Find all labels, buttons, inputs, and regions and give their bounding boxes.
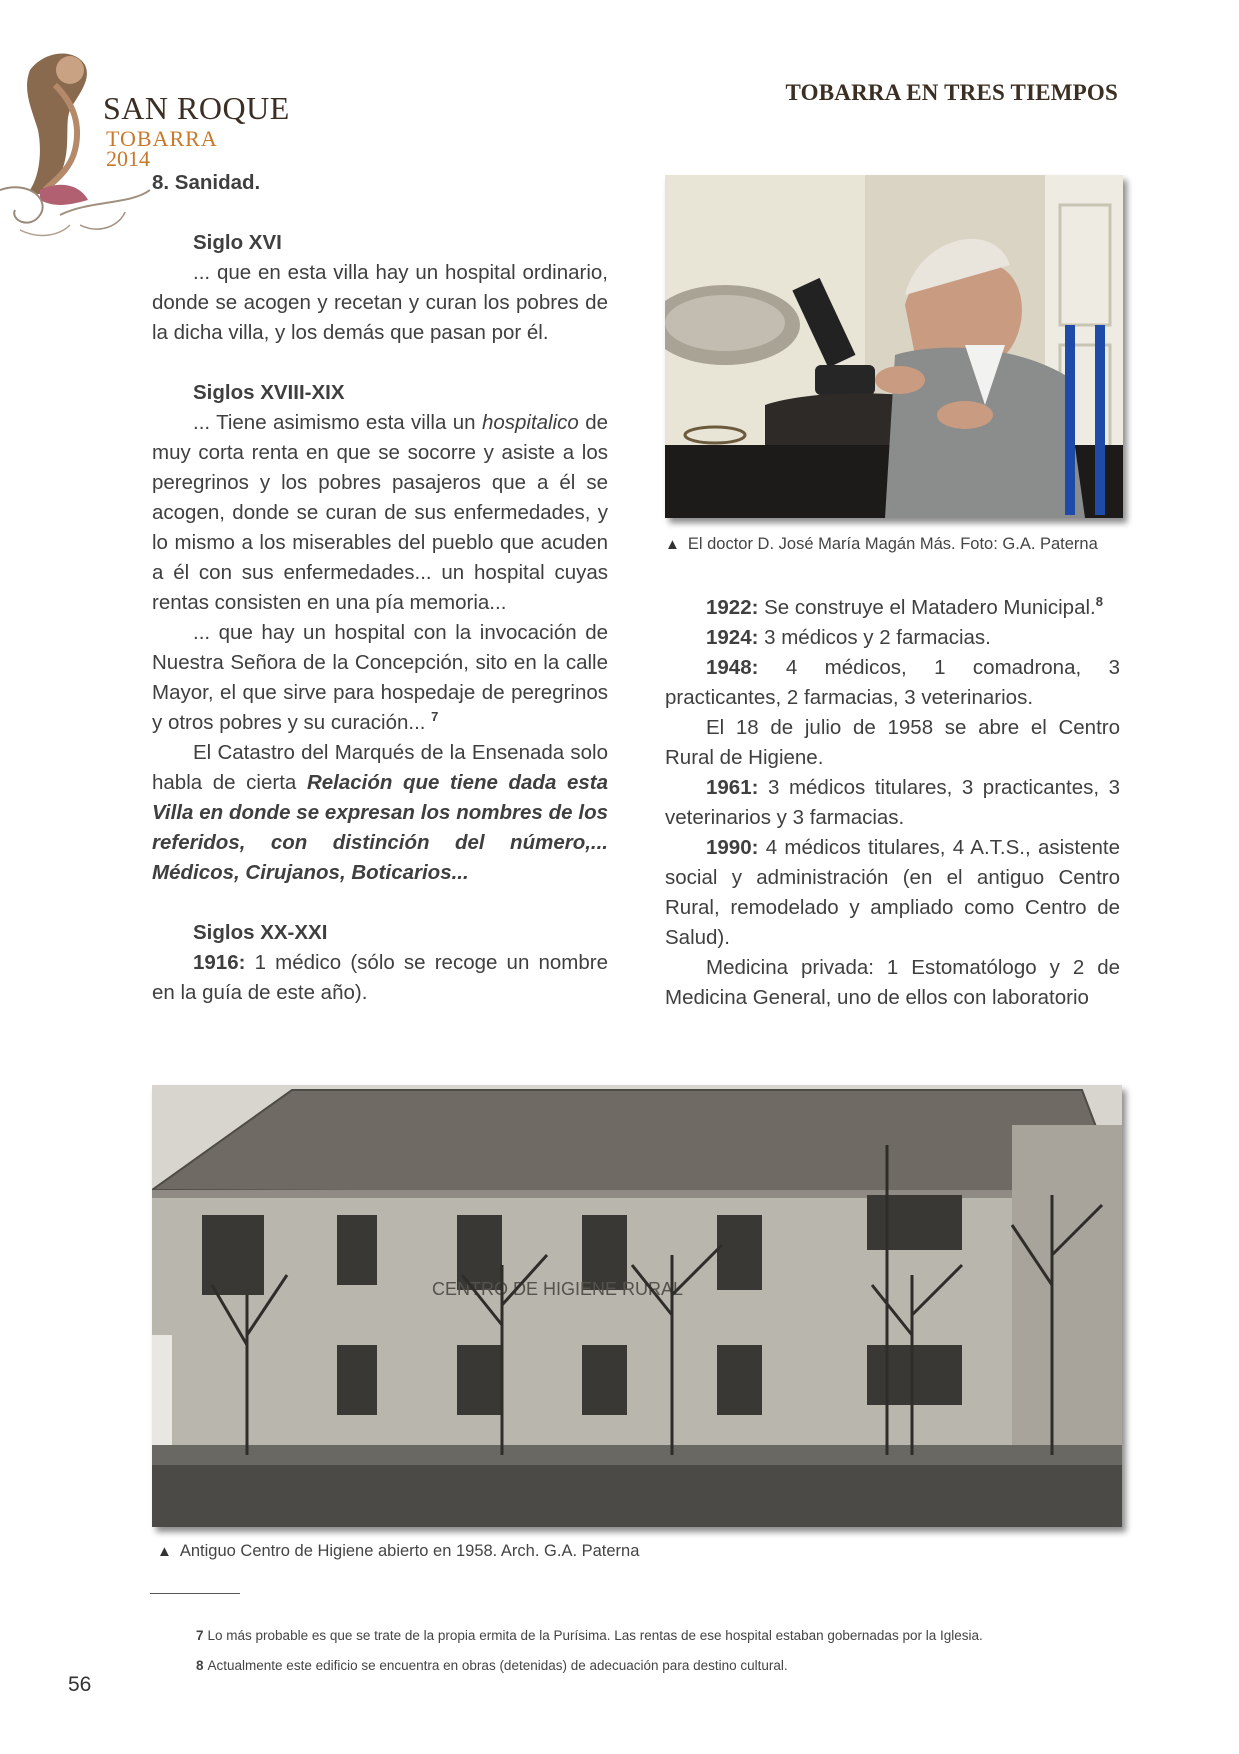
entry-medicina-privada: Medicina privada: 1 Estomatólogo y 2 de Medicina General, uno de ellos con laboratorio (665, 956, 1120, 1009)
heading-siglo-xvi: Siglo XVI (193, 231, 282, 254)
entry-1948: 1948: 4 médicos, 1 comadrona, 3 practicantes, 2 farmacias, 3 veterinarios. (665, 656, 1120, 709)
left-column (152, 168, 608, 1008)
building-sign-text: CENTRO DE HIGIENE RURAL (432, 1279, 684, 1299)
building-photo-caption: ▲ Antiguo Centro de Higiene abierto en 1958. Arch. G.A. Paterna (157, 1542, 640, 1560)
logo-title: SAN ROQUE (103, 90, 290, 126)
logo-year: 2014 (106, 146, 150, 171)
quoted-relacion: Relación que tiene dada esta Villa en donde se expresan los nombres de los referidos, con distinción del número,... Médicos, Cirujanos, Boticarios... (152, 771, 608, 884)
entry-1922: 1922: Se construye el Matadero Municipal.$^8$ (706, 594, 1103, 619)
doctor-microscope-image (665, 175, 1123, 518)
caption-triangle-icon: ▲ (157, 1543, 172, 1560)
doctor-photo (665, 175, 1123, 518)
right-column (665, 593, 1120, 1013)
heading-siglos-xx-xxi: Siglos XX-XXI (193, 921, 328, 944)
footnote-ref-7: 7 (431, 709, 439, 725)
entry-1958: El 18 de julio de 1958 se abre el Centro Rural de Higiene. (665, 716, 1120, 769)
paragraph-siglo-xvi: ... que en esta villa hay un hospital ordinario, donde se acogen y recetan y curan los pobres de la dicha villa, y los demás que pasan por él. (152, 261, 608, 344)
health-center-building-image (152, 1085, 1122, 1527)
building-photo (152, 1085, 1122, 1527)
entry-1961: 1961: 3 médicos titulares, 3 practicantes, 3 veterinarios y 3 farmacias. (665, 776, 1120, 829)
logo-subtitle: TOBARRA (106, 126, 218, 151)
paragraph-catastro: El Catastro del Marqués de la Ensenada solo habla de cierta Relación que tiene dada esta Villa en donde se expresan los nombres de los referidos, con distinción del número,... Médicos, Cirujanos, Boticarios... (152, 741, 608, 884)
footnote-ref-8: 8 (1095, 594, 1103, 610)
caption-triangle-icon: ▲ (665, 536, 680, 553)
paragraph-1916: 1916: 1 médico (sólo se recoge un nombre en la guía de este año). (152, 951, 608, 1004)
doctor-photo-caption: ▲ El doctor D. José María Magán Más. Foto: G.A. Paterna (665, 535, 1098, 553)
entry-1924: 1924: 3 médicos y 2 farmacias. (706, 626, 991, 649)
footnote-8: 8 Actualmente este edificio se encuentra en obras (detenidas) de adecuación para destino cultural. (196, 1658, 788, 1673)
page-number: 56 (68, 1673, 92, 1696)
paragraph-concepcion: ... que hay un hospital con la invocación de Nuestra Señora de la Concepción, sito en la calle Mayor, el que sirve para hospedaje de peregrinos y otros pobres y su curación... $^7$ (152, 621, 608, 734)
section-title: 8. Sanidad. (152, 171, 261, 194)
heading-siglos-xviii-xix: Siglos XVIII-XIX (193, 381, 345, 404)
italic-term: hospitalico (481, 411, 579, 434)
footnote-7: 7 Lo más probable es que se trate de la propia ermita de la Purísima. Las rentas de ese hospital estaban gobernadas por la Iglesia. (196, 1628, 983, 1643)
footnote-rule (150, 1593, 240, 1594)
paragraph-hospitalico: ... Tiene asimismo esta villa un hospitalico de muy corta renta en que se socorre y asiste a los peregrinos y los pobres pasajeros que a él se acogen, donde se curan de sus enfermedades, y lo mismo a los miserables del pueblo que acuden a él con sus enfermedades... un hospital cuyas rentas consisten en una pía memoria... (152, 411, 608, 614)
entry-1990: 1990: 4 médicos titulares, 4 A.T.S., asistente social y administración (en el antiguo Centro Rural, remodelado y ampliado como Centro de Salud). (665, 836, 1120, 949)
running-head: TOBARRA EN TRES TIEMPOS (785, 80, 1118, 105)
